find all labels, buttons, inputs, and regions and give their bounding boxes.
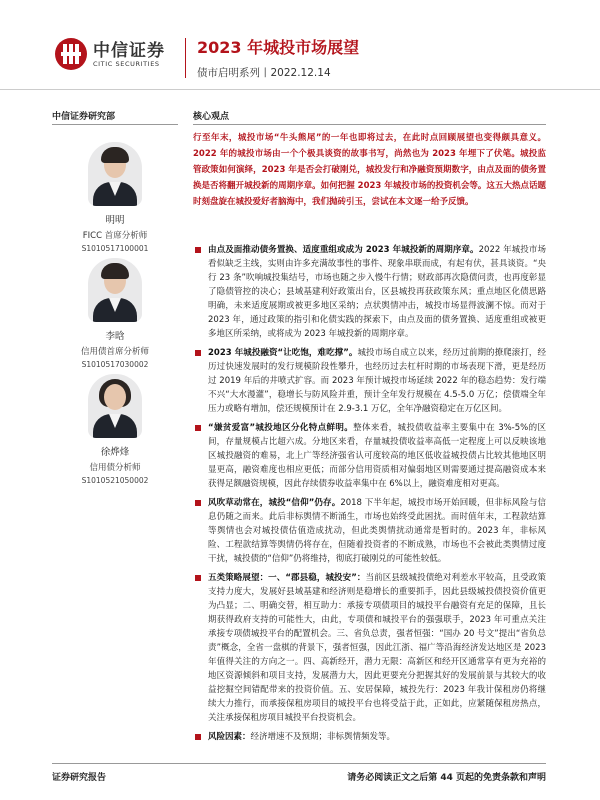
report-subtitle: 债市启明系列丨2022.12.14 — [197, 67, 331, 79]
brand-name-cn: 中信证券 — [93, 41, 165, 61]
bullet-square-icon — [195, 247, 201, 253]
key-point-lead: “嫌贫爱富”城投地区分化特点鲜明。 — [208, 423, 354, 433]
analyst-role: 信用债首席分析师 — [80, 347, 149, 357]
bullet-square-icon — [195, 575, 201, 581]
key-point-lead: 风险因素： — [208, 732, 251, 742]
footer-disclaimer: 请务必阅读正文之后第 44 页起的免责条款和声明 — [347, 773, 546, 783]
key-point — [193, 346, 546, 416]
research-dept-label: 中信证券研究部 — [52, 112, 116, 122]
bullet-square-icon — [195, 350, 201, 356]
intro-paragraph: 行至年末，城投市场“牛头熊尾”的一年也即将过去，在此时点回顾展望也变得颇具意义。2022 年的城投市场由一个个极具谈资的故事书写，尚然也为 2023 年埋下了伏笔。城投监管政策如何演绎，2023 年是否会打破刚兑，城投发行和净融资预期数字，由点及面的债务置换是否将翻开城投新的周期序章。如何把握 2023 年城投市场的投资机会等。这五大热点话题时刻盘旋在城投爱好者脑海中，我们抛砖引玉，尝试在本文逐一给予反馈。 — [193, 133, 546, 207]
report-header — [0, 0, 600, 88]
sidebar-rule — [52, 124, 178, 125]
header-divider — [185, 38, 186, 78]
key-point-body: 2018 下半年起，城投市场开始回暖，但非标风险与信息仍随之而来。此后非标舆情不断涌生，市场也始终受此困扰。而时值年末，工程款结算等舆情也会对城投债估值造成扰动，但此类舆情扰动通常是暂时的。2023 年，非标风险、工程款结算等舆情仍将存在，但随着投资者的不断成熟，市场也不会被此类舆情过度干扰，城投债的“信仰”仍将维持，彻底打破刚兑的可能性较低。 — [208, 498, 546, 564]
analyst-role: 信用债分析师 — [89, 463, 141, 473]
key-point-body: 经济增速不及预期；非标舆情频发等。 — [250, 732, 396, 742]
key-point-body: 2022 年城投市场看似缺乏主线，实则由许多充满故事性的事件、现象串联而成，有起有伏，甚具谈资。“央行 23 条”吹响城投集结号，市场也随之步入慢牛行情；财政部再次隐债问责，也再度彰显了隐债管控的决心；县域基建利好政策出台，区县城投再获政策东风；重点地区化债思路明确，未来适度展期或被更多地区采纳；点状舆情冲击，城投市场显得波澜不惊。而对于 2023 年，通过政策的指引和化债实践的探索下，由点及面的债务置换、适度重组或被更多地区所采纳，或将成为 2023 年城投新的周期序章。 — [208, 245, 546, 339]
analyst-card — [52, 142, 178, 253]
header-rule — [0, 89, 600, 90]
analyst-name: 李晗 — [105, 331, 125, 342]
analyst-card — [52, 258, 178, 369]
section-title: 核心观点 — [193, 112, 230, 122]
key-point — [193, 571, 546, 725]
citic-emblem-icon — [55, 38, 87, 70]
key-point — [193, 243, 546, 341]
citic-logo — [55, 34, 183, 74]
key-point-body: 整体来看，城投债收益率主要集中在 3%-5%的区间，存量规模占比超六成。分地区来看，存量城投债收益率高低一定程度上可以反映该地区城投融资的难易，北上广等经济强省认可度较高的地区低收益城投债占比较其他地区明显更高，融资难度也相应更低；而部分信用资质相对偏弱地区则需要通过提高融资成本来获得足额融资规模，因此存续债券收益率集中在 6%以上，融资难度相对更高。 — [208, 423, 546, 489]
key-point — [193, 421, 546, 491]
analyst-card — [52, 374, 178, 485]
bullet-square-icon — [195, 734, 201, 740]
key-point-lead: 风吹草动常在，城投“信仰”仍存。 — [208, 498, 341, 508]
analyst-photo — [88, 374, 142, 438]
brand-name-en: CITIC SECURITIES — [93, 60, 160, 68]
bullet-square-icon — [195, 425, 201, 431]
analyst-name: 明明 — [105, 215, 125, 226]
key-point-lead: 2023 年城投融资“让吃饱，难吃撑”。 — [208, 348, 358, 358]
bullet-square-icon — [195, 500, 201, 506]
footer-rule — [52, 763, 546, 764]
analyst-role: FICC 首席分析师 — [82, 231, 148, 241]
analyst-name: 徐烨烽 — [100, 447, 130, 458]
key-point-body: 当前区县级城投债绝对利差水平较高，且受政策支持力度大，发展好县域基建和经济则是稳增长的重要抓手，因此县级城投债投资价值更为凸显；二、明确交替，相互助力：承接专项债项目的城投平台融资有充足的保障，且长期获得政府支持的可能性大，由此，专项债和城投平台的强强联手，2023 年可重点关注承接专项债城投平台的配置机会。三、省负总责，强者恒强：“国办 20 号文”提出“省负总责”概念，全省一盘棋的背景下，强者恒强，因此江浙、福广等沿海经济发达地区是 2023 年值得关注的方向之一。四、高新经开，潜力无限：高新区和经开区通常享有更为充裕的地区资源倾斜和项目支持，发展潜力大，因此更要充分把握其好的发展前景与其较大的收益挖掘空间错配带来的投资价值。五、安居保障，城投先行：2023 年我计保租房仍将继续大力推行，而承接保租房项目的城投平台也将受益于此，正如此，应紧随保租房热点，关注承接保租房项目城投平台投资机会。 — [208, 573, 546, 723]
report-title: 2023 年城投市场展望 — [197, 38, 360, 57]
analyst-photo — [88, 142, 142, 206]
key-point — [193, 496, 546, 566]
analyst-cert-id: S1010517030002 — [81, 360, 149, 369]
footer-label: 证券研究报告 — [52, 773, 107, 783]
key-point — [193, 730, 546, 744]
analyst-photo — [88, 258, 142, 322]
analyst-cert-id: S1010517100001 — [81, 244, 149, 253]
key-points-list — [193, 243, 546, 749]
key-point-lead: 五类策略展望：一、“郡县稳，城投安”： — [208, 573, 366, 583]
analyst-cert-id: S1010521050002 — [81, 476, 149, 485]
section-rule — [193, 124, 546, 125]
key-point-body: 城投市场自成立以来，经历过前期的撩爬滚打，经历过快速发展时的发行规模阶段性攀升，也经历过去杠杆时期的市场表现下滑，更是经历过 2019 年后的井喷式扩容。而 2023 年预计城投市场延续 2022 年的稳态趋势：发行端不兴“大水漫灌”，稳增长与防风险并重，预计全年发行规模在 4.5-5.0 万亿；偿债端全年压力或略有增加，偿还规模预计在 2.9-3.1 万亿，全年净融资稳定在万亿区间。 — [208, 348, 546, 414]
key-point-lead: 由点及面推动债务置换、适度重组或成为 2023 年城投新的周期序章。 — [208, 245, 479, 255]
